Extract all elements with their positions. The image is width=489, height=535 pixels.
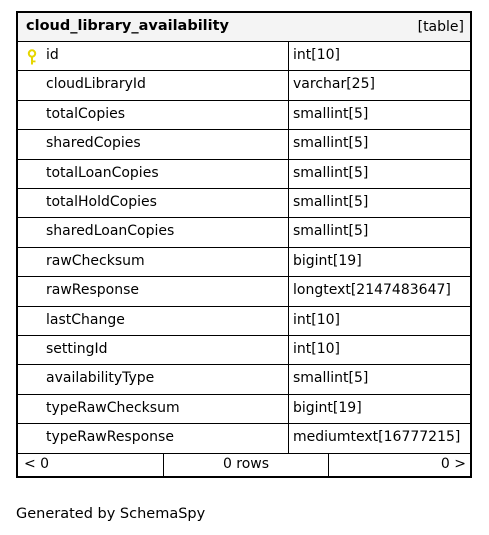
column-name: typeRawResponse — [46, 429, 174, 446]
column-type: int[10] — [293, 311, 340, 328]
column-type: smallint[5] — [293, 105, 369, 122]
table-row — [18, 248, 470, 277]
column-name-cell — [18, 336, 289, 364]
table-row — [18, 307, 470, 336]
column-name: cloudLibraryId — [46, 76, 146, 93]
column-name: availabilityType — [46, 370, 155, 387]
column-type: mediumtext[16777215] — [293, 429, 461, 446]
table-row — [18, 160, 470, 189]
column-type-cell — [289, 160, 470, 188]
table-row — [18, 365, 470, 394]
table-row — [18, 424, 470, 453]
table-row — [18, 130, 470, 159]
column-type: smallint[5] — [293, 370, 369, 387]
column-name: totalCopies — [46, 105, 126, 122]
column-type-cell — [289, 101, 470, 129]
column-type-cell — [289, 248, 470, 276]
column-name: rawChecksum — [46, 252, 145, 269]
row-count — [164, 454, 329, 476]
column-type: bigint[19] — [293, 399, 362, 416]
column-name-cell — [18, 42, 289, 70]
column-type-cell — [289, 218, 470, 246]
table-name: cloud_library_availability — [26, 18, 230, 34]
column-name: sharedCopies — [46, 135, 141, 152]
column-name-cell — [18, 365, 289, 393]
column-type-cell — [289, 336, 470, 364]
parent-count — [18, 454, 164, 476]
table-row — [18, 218, 470, 247]
column-type-cell — [289, 130, 470, 158]
table-row — [18, 189, 470, 218]
column-type: int[10] — [293, 341, 340, 357]
table-box — [16, 11, 472, 478]
column-name: sharedLoanCopies — [46, 223, 175, 240]
table-footer — [18, 454, 470, 476]
column-name: totalHoldCopies — [46, 194, 157, 210]
row-count-label: 0 rows — [222, 456, 270, 472]
column-name-cell — [18, 424, 289, 452]
column-name-cell — [18, 101, 289, 129]
column-name-cell — [18, 248, 289, 276]
table-row — [18, 71, 470, 100]
column-type: smallint[5] — [293, 135, 369, 152]
table-row — [18, 42, 470, 71]
column-name: typeRawChecksum — [46, 399, 180, 416]
table-kind-label: [table] — [417, 19, 464, 35]
column-name: settingId — [46, 341, 108, 357]
column-name: lastChange — [46, 311, 125, 328]
child-count-label: 0 > — [440, 456, 466, 472]
column-name-cell — [18, 71, 289, 99]
column-name-cell — [18, 130, 289, 158]
column-type: smallint[5] — [293, 194, 369, 210]
column-name-cell — [18, 189, 289, 217]
column-name-cell — [18, 307, 289, 335]
column-name-cell — [18, 160, 289, 188]
column-type: varchar[25] — [293, 76, 375, 93]
column-type: int[10] — [293, 47, 340, 63]
table-row — [18, 336, 470, 365]
column-type: smallint[5] — [293, 164, 369, 181]
column-type-cell — [289, 365, 470, 393]
column-type-cell — [289, 189, 470, 217]
column-type: smallint[5] — [293, 223, 369, 240]
table-row — [18, 395, 470, 424]
column-name: id — [46, 47, 59, 63]
column-type: bigint[19] — [293, 252, 362, 269]
column-name: rawResponse — [46, 282, 140, 299]
column-type-cell — [289, 277, 470, 305]
table-row — [18, 101, 470, 130]
column-name-cell — [18, 395, 289, 423]
table-row — [18, 277, 470, 306]
column-type-cell — [289, 424, 470, 452]
generated-by-label: Generated by SchemaSpy — [16, 506, 206, 522]
column-type: longtext[2147483647] — [293, 282, 451, 299]
child-count — [329, 454, 470, 476]
parent-count-label: < 0 — [24, 456, 50, 472]
column-type-cell — [289, 395, 470, 423]
column-type-cell — [289, 42, 470, 70]
column-type-cell — [289, 71, 470, 99]
column-name: totalLoanCopies — [46, 164, 159, 181]
column-type-cell — [289, 307, 470, 335]
table-header — [18, 13, 470, 42]
primary-key-icon — [26, 49, 38, 65]
column-name-cell — [18, 218, 289, 246]
column-name-cell — [18, 277, 289, 305]
